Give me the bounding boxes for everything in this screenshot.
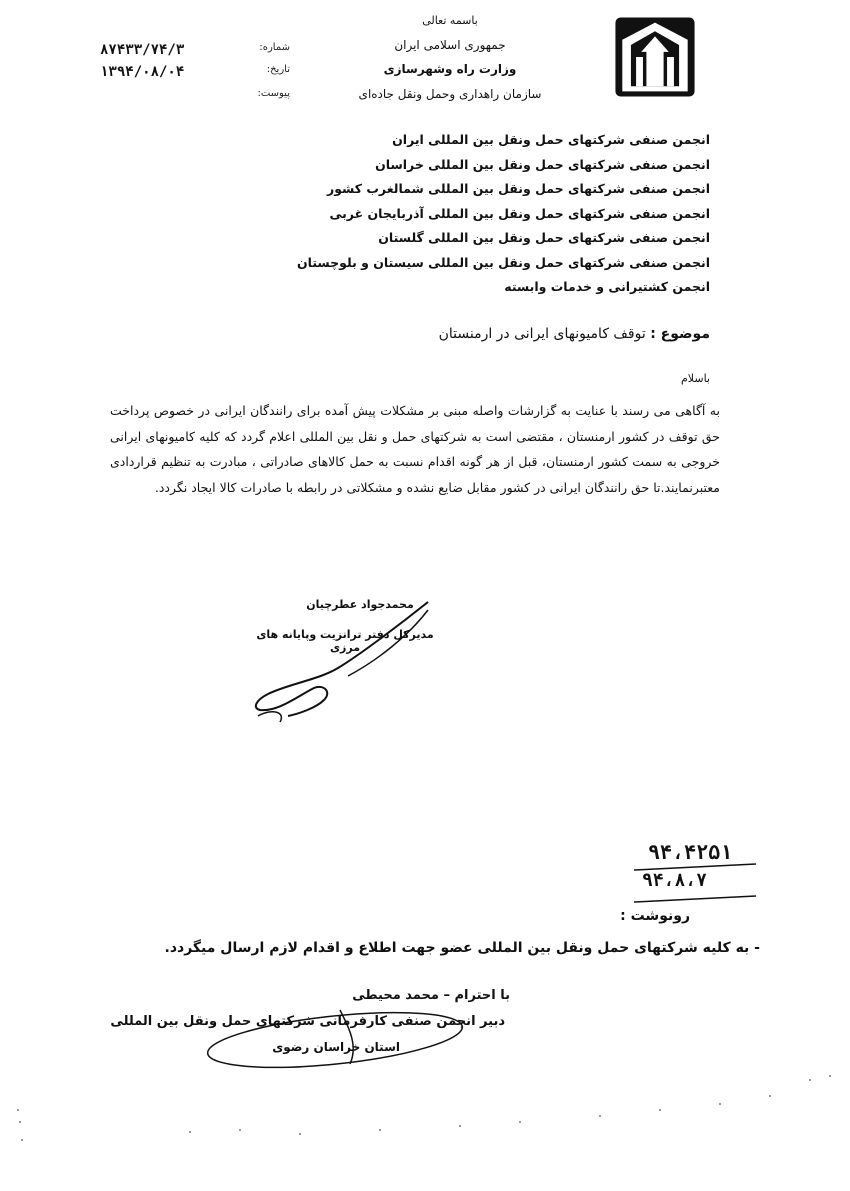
letter-number-value: ۸۷۴۳۳/۷۴/۳ xyxy=(100,42,185,58)
closing-province: استان خراسان رضوی xyxy=(272,1040,400,1054)
cc-item: - به کلیه شرکتهای حمل ونقل بین المللی عضو جهت اطلاع و اقدام لازم ارسال میگردد. xyxy=(164,940,760,956)
signatory-name: محمدجواد عطرچیان xyxy=(306,598,414,611)
closing-regards: با احترام – محمد محیطی xyxy=(352,988,510,1003)
letter-date-label: تاریخ: xyxy=(266,64,290,75)
cc-label: رونوشت : xyxy=(620,908,690,924)
recipient-list xyxy=(190,128,710,300)
letter-number-label: شماره: xyxy=(259,42,290,53)
letter-date-row xyxy=(100,64,290,80)
letter-date-value: ۱۳۹۴/۰۸/۰۴ xyxy=(100,64,185,80)
recipient-item: انجمن صنفی شرکتهای حمل ونقل بین المللی آذربایجان غربی xyxy=(329,205,710,221)
basmala-heading: باسمه تعالی xyxy=(422,14,478,27)
ministry-logo-icon xyxy=(612,14,698,100)
closing-association: دبیر انجمن صنفی کارفرمانی شرکتهای حمل ونقل بین المللی xyxy=(110,1014,505,1029)
ministry-heading: وزارت راه وشهرسازی xyxy=(383,62,517,76)
recipient-item: انجمن صنفی شرکتهای حمل ونقل بین المللی شمالغرب کشور xyxy=(327,181,710,196)
organization-heading: سازمان راهداری وحمل ونقل جاده‌ای xyxy=(358,87,542,101)
subject-line xyxy=(439,326,710,342)
greeting: باسلام xyxy=(680,372,710,385)
handwritten-signature-icon xyxy=(228,596,448,726)
recipient-item: انجمن صنفی شرکتهای حمل ونقل بین المللی خراسان xyxy=(375,156,710,172)
letter-number-row xyxy=(100,42,290,58)
recipient-item: انجمن صنفی شرکتهای حمل ونقل بین المللی سیستان و بلوچستان xyxy=(296,254,710,270)
letter-attachment-row xyxy=(100,88,290,99)
recipient-item: انجمن صنفی شرکتهای حمل ونقل بین المللی ایران xyxy=(392,132,710,147)
subject-label: موضوع : xyxy=(650,326,710,342)
body-paragraph: به آگاهی می رسند با عنایت به گزارشات واصله مبنی بر مشکلات پیش آمده برای رانندگان ایرانی در خصوص پرداخت حق توقف در کشور ارمنستان ، مقتضی است به شرکتهای حمل و نقل بین المللی اعلام گردد که کلیه کامیونهای ایرانی خروجی به سمت کشور ارمنستان، قبل از هر گونه اقدام نسبت به حمل کالاهای صادراتی ، مبادرت به تنظیم قراردادی معتبرنمایند.تا حق رانندگان ایرانی در کشور مقابل ضایع نشده و مشکلاتی در رابطه با صادرات کالا ایجاد نگردد. xyxy=(110,403,720,495)
incoming-stamp-number: ۹۴،۴۲۵۱ xyxy=(648,840,733,864)
signatory-title: مدیرکل دفتر ترانزیت وپایانه های مرزی xyxy=(256,628,434,654)
incoming-stamp-date: ۹۴،۸،۷ xyxy=(642,870,708,891)
republic-heading: جمهوری اسلامی ایران xyxy=(394,38,506,52)
letter-attachment-label: پیوست: xyxy=(257,88,290,99)
recipient-item: انجمن کشتیرانی و خدمات وابسته xyxy=(504,279,710,294)
subject-text: توقف کامیونهای ایرانی در ارمنستان xyxy=(438,326,646,342)
recipient-item: انجمن صنفی شرکتهای حمل ونقل بین المللی گلستان xyxy=(378,230,710,245)
scan-noise-icon xyxy=(0,1060,850,1191)
